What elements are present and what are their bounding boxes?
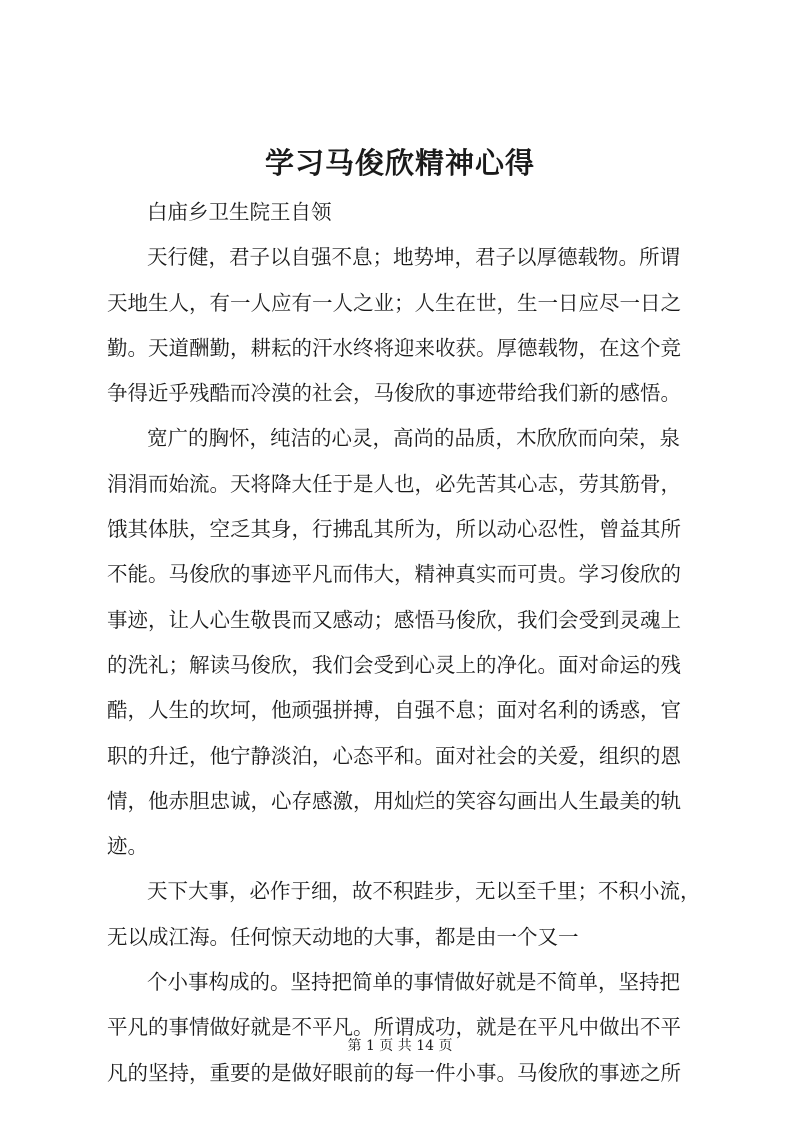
text-line: 酷，人生的坎坷，他顽强拼搏，自强不息；面对名利的诱惑，官 (107, 698, 681, 723)
document-body (107, 190, 707, 1096)
text-line: 凡的坚持，重要的是做好眼前的每一件小事。马俊欣的事迹之所 (107, 1060, 681, 1085)
text-line: 的洗礼；解读马俊欣，我们会受到心灵上的净化。面对命运的残 (107, 652, 681, 677)
text-line: 事迹，让人心生敬畏而又感动；感悟马俊欣，我们会受到灵魂上 (107, 607, 681, 632)
page-number-footer: 第 1 页 共 14 页 (347, 1038, 453, 1054)
text-line: 无以成江海。任何惊天动地的大事，都是由一个又一 (107, 924, 579, 949)
text-line: 勤。天道酬勤，耕耘的汗水终将迎来收获。厚德载物，在这个竞 (107, 335, 681, 360)
text-line: 天行健，君子以自强不息；地势坤，君子以厚德载物。所谓 (147, 245, 680, 270)
text-line: 白庙乡卫生院王自领 (147, 200, 332, 224)
text-line: 宽广的胸怀，纯洁的心灵，高尚的品质，木欣欣而向荣，泉 (147, 426, 680, 451)
text-line: 平凡的事情做好就是不平凡。所谓成功，就是在平凡中做出不平 (107, 1015, 681, 1040)
text-line: 不能。马俊欣的事迹平凡而伟大，精神真实而可贵。学习俊欣的 (107, 562, 681, 587)
text-line: 迹。 (107, 834, 148, 859)
text-line: 情，他赤胆忠诚，心存感激，用灿烂的笑容勾画出人生最美的轨 (107, 788, 681, 813)
document-title: 学习马俊欣精神心得 (264, 146, 535, 180)
text-line: 职的升迁，他宁静淡泊，心态平和。面对社会的关爱，组织的恩 (107, 743, 681, 768)
text-line: 个小事构成的。坚持把简单的事情做好就是不简单，坚持把 (147, 970, 680, 995)
text-line: 饿其体肤，空乏其身，行拂乱其所为，所以动心忍性，曾益其所 (107, 517, 681, 542)
text-line: 天地生人，有一人应有一人之业；人生在世，生一日应尽一日之 (107, 290, 681, 315)
text-line: 争得近乎残酷而冷漠的社会，马俊欣的事迹带给我们新的感悟。 (107, 381, 681, 406)
text-line: 天下大事，必作于细，故不积跬步，无以至千里；不积小流， (147, 879, 701, 904)
text-line: 涓涓而始流。天将降大任于是人也，必先苦其心志，劳其筋骨， (107, 471, 681, 496)
